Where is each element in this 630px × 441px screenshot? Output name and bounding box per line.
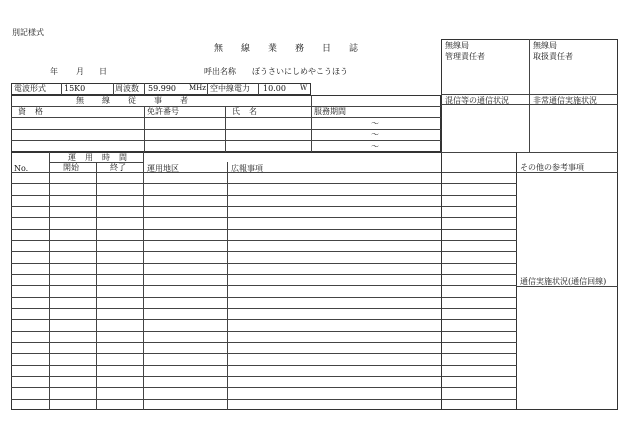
col-area: 運用地区 bbox=[147, 164, 179, 173]
interference-label: 混信等の通信状況 bbox=[445, 96, 509, 105]
col-start: 開始 bbox=[63, 163, 79, 172]
date-year: 年 bbox=[50, 67, 58, 76]
col-end: 終了 bbox=[110, 163, 126, 172]
period-tilde-2: ～ bbox=[371, 130, 379, 139]
period-tilde-3: ～ bbox=[371, 142, 379, 151]
ops-time-header: 運用時間 bbox=[68, 153, 136, 162]
station-manager-line2: 管理責任者 bbox=[445, 52, 485, 61]
station-operator-line2: 取扱責任者 bbox=[533, 52, 573, 61]
page-title: 無線業務日誌 bbox=[214, 44, 377, 54]
date-month: 月 bbox=[76, 67, 84, 76]
frequency-unit: MHz bbox=[189, 84, 206, 92]
station-operator-line1: 無線局 bbox=[533, 41, 557, 50]
col-name: 氏名 bbox=[232, 107, 266, 116]
power-unit: W bbox=[300, 84, 308, 92]
form-label: 別記様式 bbox=[12, 28, 44, 37]
operator-header: 無線従事者 bbox=[76, 96, 206, 105]
frequency-label: 周波数 bbox=[115, 84, 139, 93]
power-value: 10.00 bbox=[263, 84, 286, 93]
station-manager-line1: 無線局 bbox=[445, 41, 469, 50]
period-tilde-1: ～ bbox=[371, 119, 379, 128]
emission-value: 15K0 bbox=[64, 84, 86, 93]
col-license-no: 免許番号 bbox=[147, 107, 179, 116]
col-content: 広報事項 bbox=[231, 164, 263, 173]
col-qualification: 資格 bbox=[18, 107, 52, 116]
callsign-label: 呼出名称 bbox=[204, 67, 236, 76]
col-no: No. bbox=[14, 164, 29, 173]
other-notes-label: その他の参考事項 bbox=[520, 163, 584, 172]
power-label: 空中線電力 bbox=[210, 84, 250, 93]
comm-status-label: 通信実施状況(通信回線) bbox=[520, 277, 607, 286]
callsign-value: ぼうさいにしめやこうほう bbox=[252, 67, 348, 76]
emergency-label: 非常通信実施状況 bbox=[533, 96, 597, 105]
col-period: 服務期間 bbox=[314, 107, 346, 116]
date-day: 日 bbox=[99, 67, 107, 76]
frequency-value: 59.990 bbox=[148, 84, 176, 93]
emission-label: 電波形式 bbox=[14, 84, 46, 93]
